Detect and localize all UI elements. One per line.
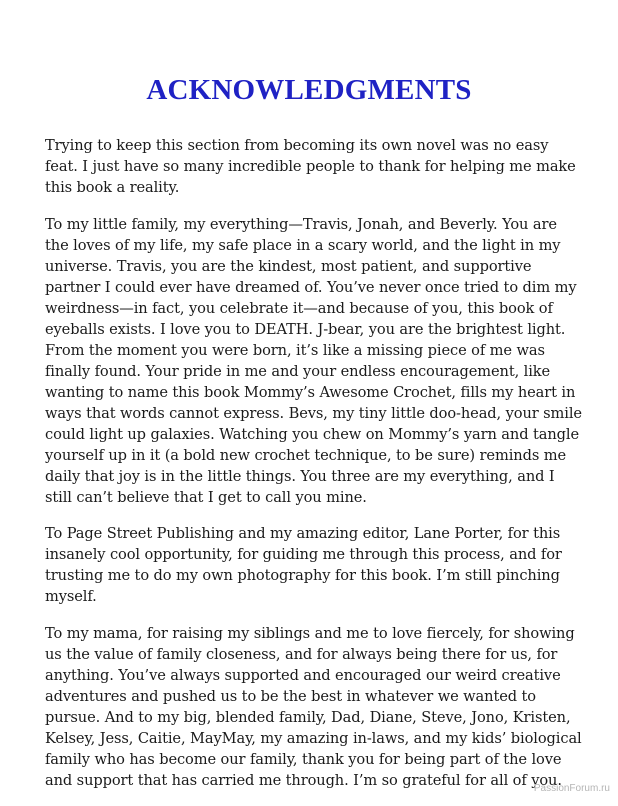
paragraph-extended-family: To my mama, for raising my siblings and me to love fiercely, for showing us the value of family closeness, and for always being there for us, for anything. You’ve always supported and encouraged our weird creative adventures and pushed us to be the best in whatever we wanted to pursue. And to my big, blended family, Dad, Diane, Steve, Jono, Kristen, Kelsey, Jess, Caitie, MayMay, my amazing in-laws, and my kids’ biological family who has become our family, thank you for being part of the love and support that has carried me through. I’m so grateful for all of you. <box>45 624 582 789</box>
paragraph-publisher: To Page Street Publishing and my amazing editor, Lane Porter, for this insanely cool opportunity, for guiding me through this process, and for trusting me to do my own photography for this book. I’m still pinching myself. <box>45 525 562 605</box>
acknowledgments-body <box>45 135 585 806</box>
page-title: ACKNOWLEDGMENTS <box>146 74 472 106</box>
paragraph-intro: Trying to keep this section from becoming its own novel was no easy feat. I just have so many incredible people to thank for helping me make this book a reality. <box>45 137 576 196</box>
watermark: PassionForum.ru <box>533 783 610 794</box>
paragraph-family: To my little family, my everything—Travis, Jonah, and Beverly. You are the loves of my life, my safe place in a scary world, and the light in my universe. Travis, you are the kindest, most patient, and supportive partner I could ever have dreamed of. You’ve never once tried to dim my weirdness—in fact, you celebrate it—and because of you, this book of eyeballs exists. I love you to DEATH. J-bear, you are the brightest light. From the moment you were born, it’s like a missing piece of me was finally found. Your pride in me and your endless encouragement, like wanting to name this book Mommy’s Awesome Crochet, fills my heart in ways that words cannot express. Bevs, my tiny little doo-head, your smile could light up galaxies. Watching you chew on Mommy’s yarn and tangle yourself up in it (a bold new crochet technique, to be sure) reminds me daily that joy is in the little things. You three are my everything, and I still can’t believe that I get to call you mine. <box>45 215 582 506</box>
